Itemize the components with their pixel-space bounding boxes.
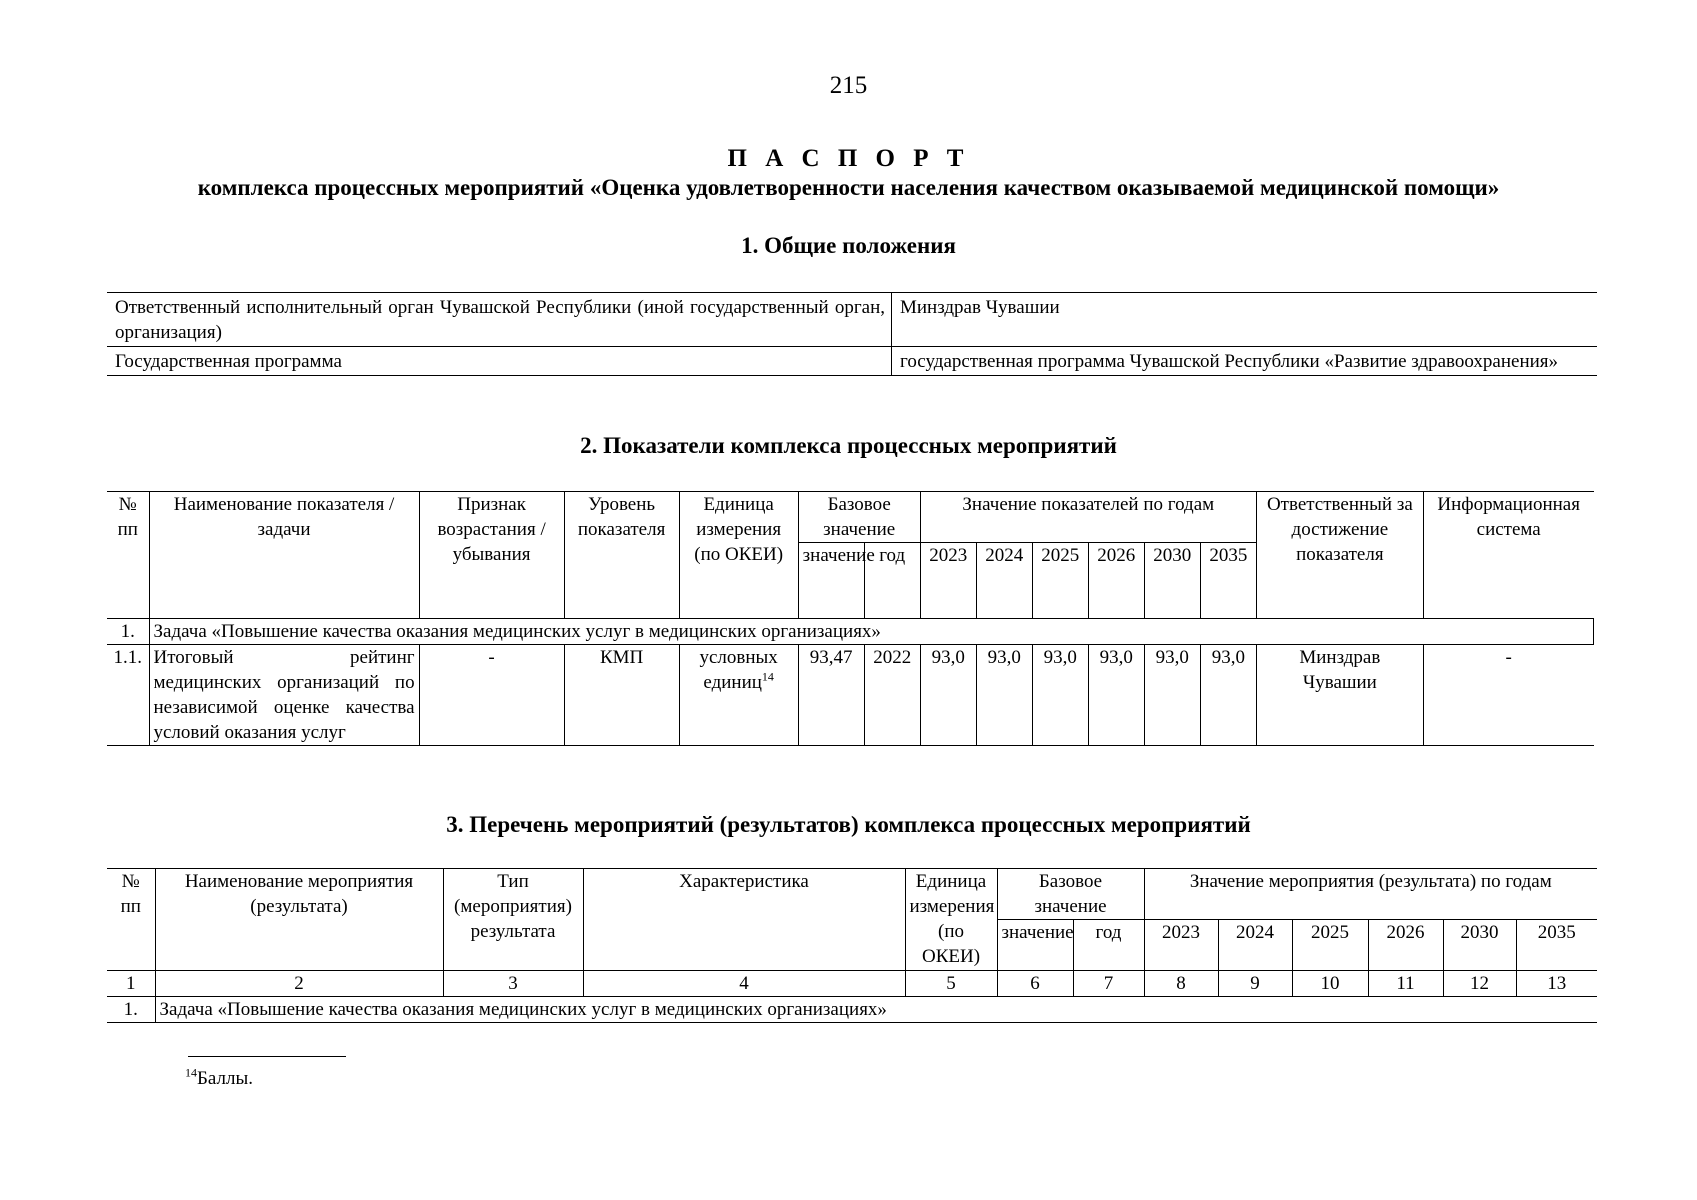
- col-header-name: Наименование мероприятия (результата): [155, 869, 443, 971]
- col-header-year: 2024: [1218, 920, 1292, 971]
- year-value: 93,0: [976, 645, 1032, 746]
- col-header-num: № пп: [107, 492, 149, 619]
- col-header-year: 2035: [1200, 543, 1256, 619]
- col-header-base-year: год: [1073, 920, 1144, 971]
- section3-heading: 3. Перечень мероприятий (результатов) комплекса процессных мероприятий: [446, 812, 1251, 837]
- col-header-year: 2023: [920, 543, 976, 619]
- table-row: [107, 645, 1594, 746]
- general-provisions-table: [107, 292, 1597, 376]
- table-row: [107, 293, 1597, 347]
- col-header-base-value: значение: [798, 543, 864, 619]
- column-number: 7: [1073, 971, 1144, 997]
- responsible-label: Ответственный исполнительный орган Чувашской Республики (иной государственный орган, организация): [107, 293, 892, 347]
- indicator-sign: -: [419, 645, 564, 746]
- col-header-base: Базовое значение: [798, 492, 920, 543]
- footnote-text: Баллы.: [197, 1068, 253, 1089]
- column-number: 13: [1516, 971, 1597, 997]
- year-value: 93,0: [1200, 645, 1256, 746]
- task-text: Задача «Повышение качества оказания медицинских услуг в медицинских организациях»: [155, 997, 1597, 1023]
- task-num: 1.: [107, 619, 149, 645]
- base-value: 93,47: [798, 645, 864, 746]
- col-header-base: Базовое значение: [997, 869, 1144, 920]
- year-value: 93,0: [1032, 645, 1088, 746]
- col-header-base-year: год: [864, 543, 920, 619]
- section1-heading: 1. Общие положения: [741, 233, 956, 258]
- document-subtitle: комплекса процессных мероприятий «Оценка удовлетворенности населения качеством оказываемой медицинской помощи»: [197, 175, 1500, 200]
- col-header-responsible: Ответственный за достижение показателя: [1256, 492, 1423, 619]
- column-number: 10: [1292, 971, 1368, 997]
- base-year: 2022: [864, 645, 920, 746]
- col-header-values-by-year: Значение мероприятия (результата) по годам: [1144, 869, 1597, 920]
- indicators-table: [107, 491, 1594, 746]
- col-header-level: Уровень показателя: [564, 492, 679, 619]
- column-number: 11: [1368, 971, 1443, 997]
- table-row: [107, 347, 1597, 376]
- column-numbers-row: [107, 971, 1597, 997]
- col-header-year: 2023: [1144, 920, 1218, 971]
- col-header-year: 2026: [1088, 543, 1144, 619]
- indicator-unit-text: условных единиц: [699, 647, 778, 693]
- footnote-number: 14: [185, 1065, 197, 1080]
- info-system: -: [1423, 645, 1593, 746]
- year-value: 93,0: [1088, 645, 1144, 746]
- row-num: 1.1.: [107, 645, 149, 746]
- col-header-year: 2030: [1443, 920, 1516, 971]
- col-header-characteristic: Характеристика: [583, 869, 905, 971]
- column-number: 1: [107, 971, 155, 997]
- task-num: 1.: [107, 997, 155, 1023]
- responsible-value: Минздрав Чувашии: [892, 293, 1598, 347]
- col-header-base-value: значение: [997, 920, 1073, 971]
- column-number: 4: [583, 971, 905, 997]
- program-label: Государственная программа: [107, 347, 892, 376]
- column-number: 12: [1443, 971, 1516, 997]
- col-header-sign: Признак возрастания / убывания: [419, 492, 564, 619]
- indicator-level: КМП: [564, 645, 679, 746]
- col-header-name: Наименование показателя / задачи: [149, 492, 419, 619]
- document-title: П А С П О Р Т: [727, 145, 970, 172]
- task-text: Задача «Повышение качества оказания медицинских услуг в медицинских организациях»: [149, 619, 1594, 645]
- task-row: [107, 997, 1597, 1023]
- col-header-values-by-year: Значение показателей по годам: [920, 492, 1256, 543]
- col-header-unit: Единица измерения (по ОКЕИ): [679, 492, 798, 619]
- footnote: [185, 1065, 253, 1090]
- column-number: 6: [997, 971, 1073, 997]
- responsible: Минздрав Чувашии: [1256, 645, 1423, 746]
- program-value: государственная программа Чувашской Республики «Развитие здравоохранения»: [892, 347, 1598, 376]
- column-number: 8: [1144, 971, 1218, 997]
- col-header-info-system: Информационная система: [1423, 492, 1593, 619]
- footnote-divider: [188, 1056, 346, 1057]
- task-row: [107, 619, 1594, 645]
- year-value: 93,0: [920, 645, 976, 746]
- col-header-year: 2024: [976, 543, 1032, 619]
- col-header-unit: Единица измерения (по ОКЕИ): [905, 869, 997, 971]
- col-header-year: 2025: [1032, 543, 1088, 619]
- col-header-year: 2026: [1368, 920, 1443, 971]
- col-header-type: Тип (мероприятия) результата: [443, 869, 583, 971]
- section2-heading: 2. Показатели комплекса процессных мероприятий: [580, 433, 1117, 458]
- indicator-name: Итоговый рейтинг медицинских организаций по независимой оценке качества условий оказания услуг: [149, 645, 419, 746]
- column-number: 2: [155, 971, 443, 997]
- page-number: 215: [829, 72, 868, 99]
- column-number: 5: [905, 971, 997, 997]
- col-header-year: 2030: [1144, 543, 1200, 619]
- footnote-ref: 14: [761, 669, 774, 684]
- year-value: 93,0: [1144, 645, 1200, 746]
- column-number: 9: [1218, 971, 1292, 997]
- activities-table: [107, 868, 1597, 1023]
- col-header-year: 2035: [1516, 920, 1597, 971]
- column-number: 3: [443, 971, 583, 997]
- col-header-num: № пп: [107, 869, 155, 971]
- col-header-year: 2025: [1292, 920, 1368, 971]
- indicator-unit: [679, 645, 798, 746]
